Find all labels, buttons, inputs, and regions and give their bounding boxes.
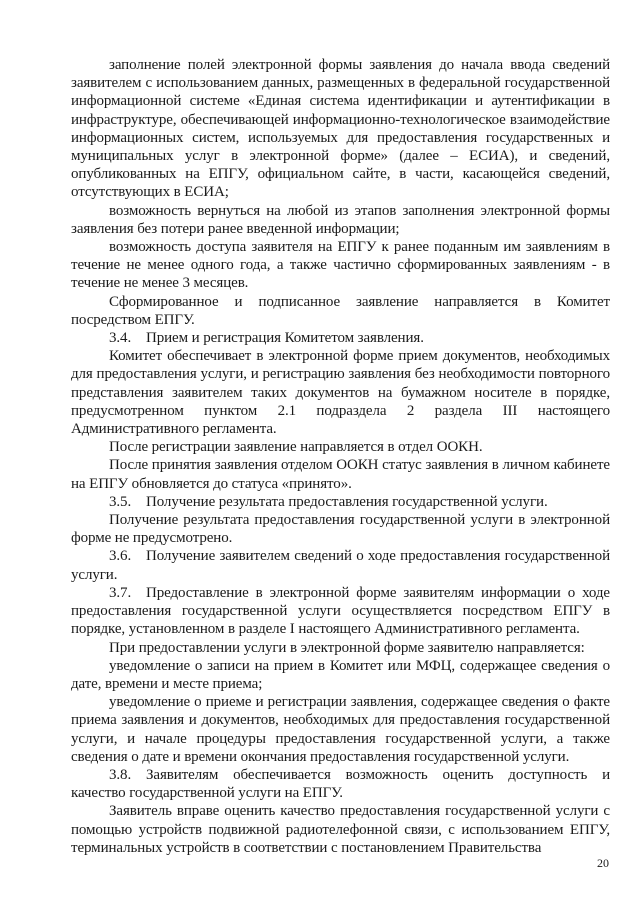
paragraph-6: Комитет обеспечивает в электронной форме прием документов, необходимых для предоставления услуги, и регистрацию заявления без необходимости повторного представления заявителем таких документов на бумажном носителе в порядке, предусмотренном пунктом 2.1 подраздела 2 раздела III настоящего Административного регламента. xyxy=(71,348,610,438)
paragraph-2: возможность вернуться на любой из этапов заполнения электронной формы заявления без потери ранее введенной информации; xyxy=(71,202,610,237)
paragraph-3: возможность доступа заявителя на ЕПГУ к ранее поданным им заявлениям в течение не менее одного года, а также частично сформированных заявлениям - в течение не менее 3 месяцев. xyxy=(71,239,610,292)
paragraph-13: При предоставлении услуги в электронной форме заявителю направляется: xyxy=(109,639,585,656)
paragraph-7: После регистрации заявление направляется в отдел ООКН. xyxy=(109,439,483,456)
section-heading-3-5: 3.5. Получение результата предоставления государственной услуги. xyxy=(109,493,548,510)
paragraph-14: уведомление о записи на прием в Комитет или МФЦ, содержащее сведения о дате, времени и месте приема; xyxy=(71,657,610,692)
paragraph-4: Сформированное и подписанное заявление направляется в Комитет посредством ЕПГУ. xyxy=(71,293,610,328)
paragraph-17: Заявитель вправе оценить качество предоставления государственной услуги с помощью устройств подвижной радиотелефонной связи, с использованием ЕПГУ, терминальных устройств в соответствии с постановлением Правительства xyxy=(71,803,610,856)
paragraph-8: После принятия заявления отделом ООКН статус заявления в личном кабинете на ЕПГУ обновляется до статуса «принято». xyxy=(71,457,610,492)
section-heading-3-6: 3.6. Получение заявителем сведений о ходе предоставления государственной услуги. xyxy=(71,548,610,583)
paragraph-1: заполнение полей электронной формы заявления до начала ввода сведений заявителем с использованием данных, размещенных в федеральной государственной информационной системе «Единая система идентификации и аутентификации в инфраструктуре, обеспечивающей информационно-технологическое взаимодействие информационных систем, используемых для предоставления государственных и муниципальных услуг в электронной форме» (далее – ЕСИА), и сведений, опубликованных на ЕПГУ, официальном сайте, в части, касающейся сведений, отсутствующих в ЕСИА; xyxy=(71,57,610,201)
section-3-7: 3.7. Предоставление в электронной форме заявителям информации о ходе предоставления государственной услуги осуществляется посредством ЕПГУ в порядке, установленном в разделе I настоящего Административного регламента. xyxy=(71,584,610,638)
section-3-8: 3.8. Заявителям обеспечивается возможность оценить доступность и качество государственной услуги на ЕПГУ. xyxy=(71,766,610,802)
section-heading-3-4: 3.4. Прием и регистрация Комитетом заявления. xyxy=(109,330,424,347)
paragraph-15: уведомление о приеме и регистрации заявления, содержащее сведения о факте приема заявления и документов, необходимых для предоставления государственной услуги, и начале процедуры предоставления государственной услуги, а также сведения о дате и времени окончания предоставления государственной услуги. xyxy=(71,694,610,765)
paragraph-10: Получение результата предоставления государственной услуги в электронной форме не предусмотрено. xyxy=(71,512,610,547)
page-number: 20 xyxy=(597,856,609,870)
